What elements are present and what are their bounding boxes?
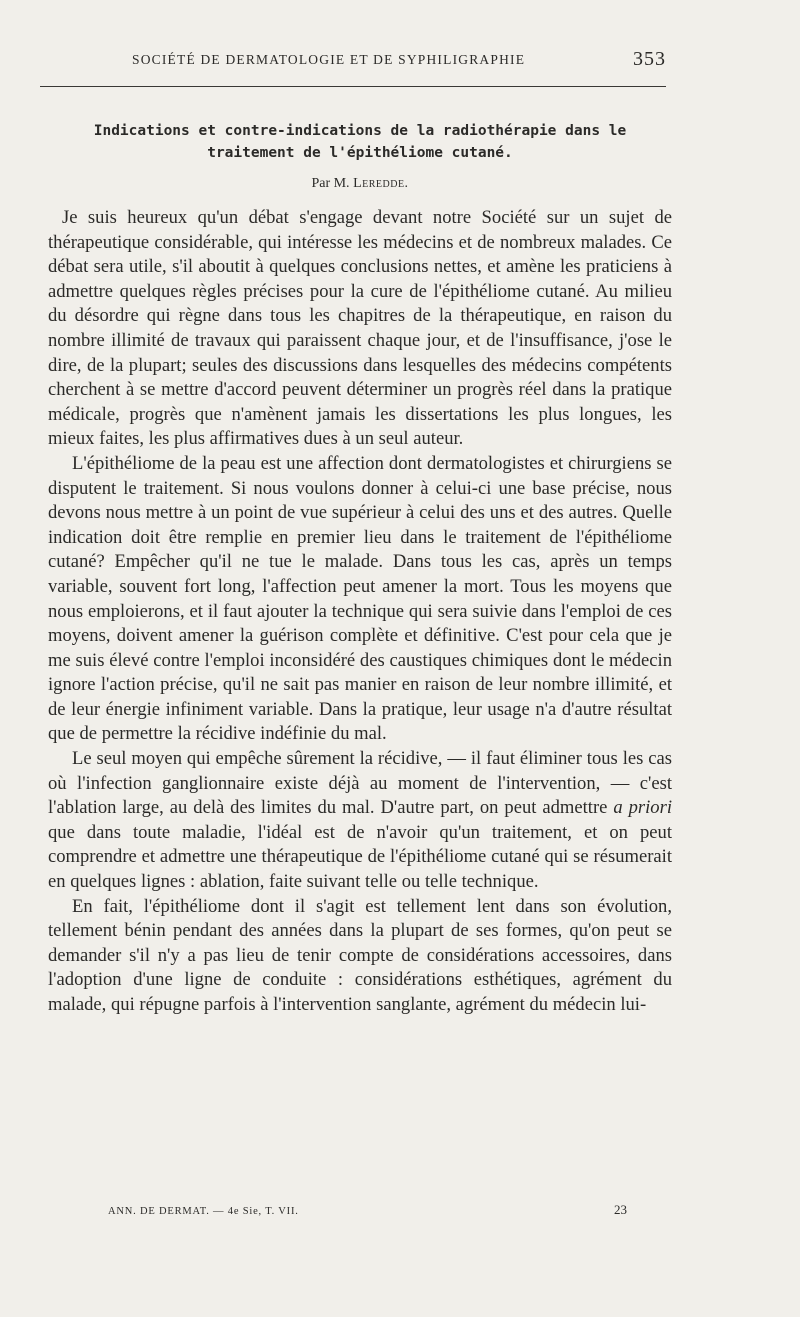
paragraph-3-text-a: Le seul moyen qui empêche sûrement la récidive, — il faut éliminer tous les cas où l'infection ganglionnaire existe déjà au moment de l'intervention, — c'est l'ablation large, au delà des limites du mal. D'autre part, on peut admettre [48, 748, 672, 819]
byline [40, 176, 680, 192]
byline-prefix: Par M. [311, 176, 354, 191]
running-title: SOCIÉTÉ DE DERMATOLOGIE ET DE SYPHILIGRAPHIE [132, 52, 526, 67]
footer-signature: ANN. DE DERMAT. — 4e Sie, T. VII. [108, 1206, 299, 1217]
signature-number: 23 [614, 1202, 627, 1217]
running-head [44, 50, 672, 74]
article-title-line-2: traitement de l'épithéliome cutané. [207, 145, 513, 161]
paragraph-1: Je suis heureux qu'un débat s'engage devant notre Société sur un sujet de thérapeutique considérable, qui intéresse les médecins et de nombreux malades. Ce débat sera utile, s'il aboutit à quelques conclusions nettes, et amène les praticiens à admettre quelques règles précises pour la cure de l'épithéliome cutané. Au milieu du désordre qui règne dans tous les chapitres de la thérapeutique, en raison du nombre illimité de travaux qui paraissent chaque jour, et de l'insuffisance, j'ose le dire, de la plupart; seules des discussions dans lesquelles des médecins compétents cherchent à se mettre d'accord peuvent déterminer un progrès réel dans la pratique médicale, progrès que n'amènent jamais les dissertations les plus longues, les mieux faites, les plus affirmatives dues à un seul auteur. [48, 207, 672, 450]
paragraph-3-text-b: que dans toute maladie, l'idéal est de n'avoir qu'un traitement, et on peut comprendre et admettre une thérapeutique de l'épithéliome cutané qui se résumerait en quelques lignes : ablation, faite suivant telle ou telle technique. [48, 821, 672, 893]
header-rule [40, 86, 666, 87]
paragraph-2: L'épithéliome de la peau est une affection dont dermatologistes et chirurgiens se disputent le traitement. Si nous voulons donner à celui-ci une base précise, nous devons nous mettre à un point de vue supérieur à celui des uns et des autres. Quelle indication doit être remplie en premier lieu dans le traitement de l'épithéliome cutané? Empêcher qu'il ne tue le malade. Dans tous les cas, après un temps variable, souvent fort long, l'affection peut amener la mort. Tous les moyens que nous emploierons, et il faut ajouter la technique qui sera suivie dans l'emploi de ces moyens, doivent amener la guérison complète et définitive. C'est pour cela que je me suis élevé contre l'emploi inconsidéré des caustiques chimiques dont le médecin ignore l'action précise, qu'il ne sait pas manier en raison de leur nombre illimité, et de leur énergie infiniment variable. Dans la pratique, leur usage n'a d'autre résultat que de permettre la récidive indéfinie du mal. [48, 452, 672, 745]
paragraph-3-italic: a priori [613, 797, 672, 819]
article-title-line-1: Indications et contre-indications de la radiothérapie dans le [93, 123, 627, 139]
article-title [40, 120, 680, 164]
paragraph-3 [48, 747, 672, 895]
byline-author: Leredde. [353, 176, 409, 191]
article-body [48, 206, 672, 1018]
paragraph-4: En fait, l'épithéliome dont il s'agit est tellement lent dans son évolution, tellement bénin pendant des années dans la plupart de ses formes, qu'on peut se demander s'il n'y a pas lieu de tenir compte de considérations accessoires, dans l'adoption d'une ligne de conduite : considérations esthétiques, agrément du malade, qui répugne parfois à l'intervention sanglante, agrément du médecin lui- [48, 895, 672, 1015]
page-number: 353 [633, 48, 666, 70]
